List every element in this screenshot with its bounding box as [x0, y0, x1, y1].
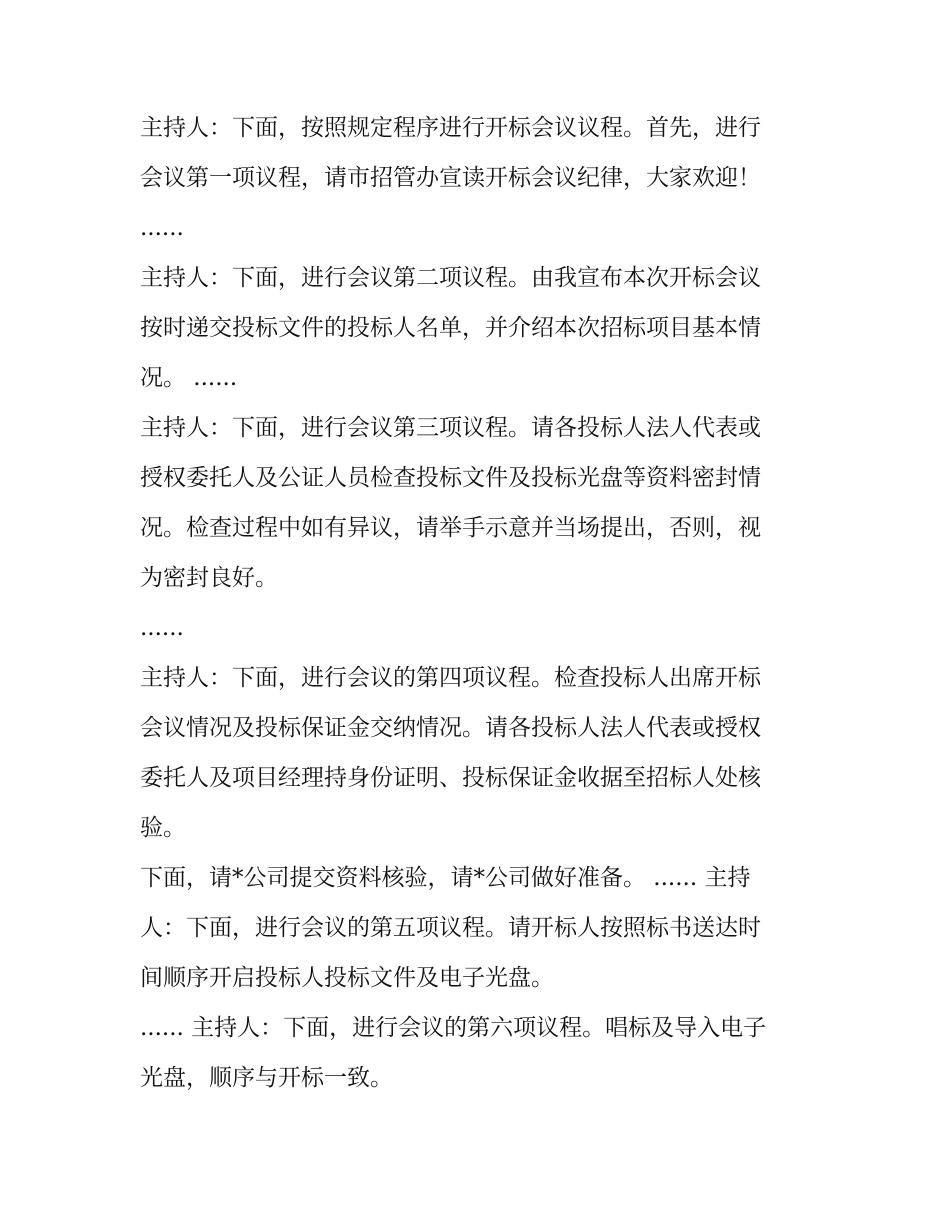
- text-line: 光盘，顺序与开标一致。: [140, 1065, 393, 1091]
- text-line: 主持人：下面，进行会议的第四项议程。检查投标人出席开标: [140, 665, 761, 691]
- text-line: ......: [140, 615, 184, 641]
- text-line: 况。 ......: [140, 365, 238, 391]
- text-line: 验。: [140, 815, 186, 841]
- text-line: 人：下面，进行会议的第五项议程。请开标人按照标书送达时: [140, 915, 761, 941]
- text-line: 会议情况及投标保证金交纳情况。请各投标人法人代表或授权: [140, 715, 761, 741]
- text-line: 间顺序开启投标人投标文件及电子光盘。: [140, 965, 554, 991]
- text-line: 为密封良好。: [140, 565, 278, 591]
- text-line: 按时递交投标文件的投标人名单，并介绍本次招标项目基本情: [140, 315, 761, 341]
- text-line: ...... 主持人：下面，进行会议的第六项议程。唱标及导入电子: [140, 1015, 767, 1041]
- text-line: 况。检查过程中如有异议，请举手示意并当场提出，否则，视: [140, 515, 761, 541]
- text-line: 会议第一项议程，请市招管办宣读开标会议纪律，大家欢迎！: [140, 165, 761, 191]
- text-line: 授权委托人及公证人员检查投标文件及投标光盘等资料密封情: [140, 465, 761, 491]
- document-body: [140, 103, 820, 1103]
- text-line: 主持人：下面，进行会议第二项议程。由我宣布本次开标会议: [140, 265, 761, 291]
- text-line: 主持人：下面，按照规定程序进行开标会议议程。首先，进行: [140, 115, 761, 141]
- text-line: ......: [140, 215, 184, 241]
- text-line: 主持人：下面，进行会议第三项议程。请各投标人法人代表或: [140, 415, 761, 441]
- text-line: 下面，请*公司提交资料核验，请*公司做好准备。 ...... 主持: [140, 865, 751, 891]
- text-line: 委托人及项目经理持身份证明、投标保证金收据至招标人处核: [140, 765, 761, 791]
